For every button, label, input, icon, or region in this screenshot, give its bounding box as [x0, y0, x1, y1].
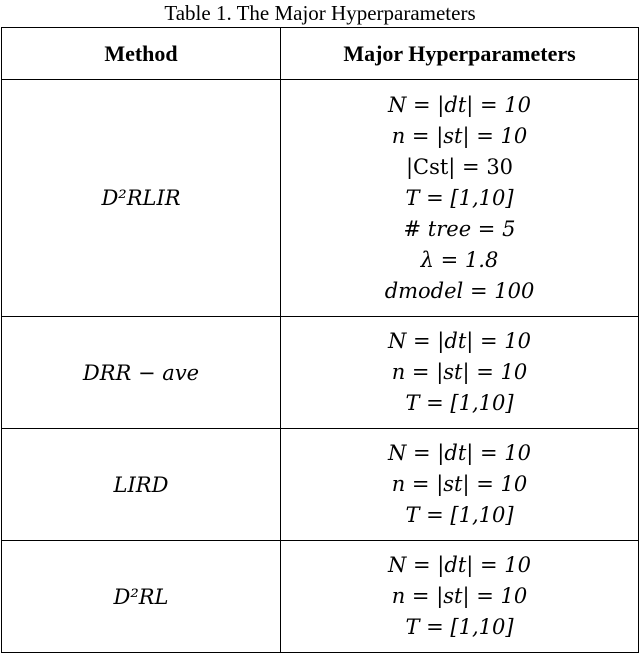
param-line [388, 550, 531, 581]
param-value: T = [1,10] [405, 615, 514, 639]
param-value: n = |st| = 10 [391, 360, 528, 384]
param-value: T = [1,10] [405, 391, 514, 415]
method-cell [2, 541, 281, 653]
method-cell [2, 429, 281, 541]
param-value: T = [1,10] [405, 185, 514, 210]
param-value: λ = 1.8 [420, 247, 499, 272]
method-cell [2, 80, 281, 317]
method-name: D²RLIR [101, 186, 181, 210]
table-row [2, 317, 639, 429]
param-line [388, 90, 531, 121]
param-value: n = |st| = 10 [391, 123, 528, 148]
param-line [405, 183, 513, 214]
params-cell [281, 541, 639, 653]
param-value: N = |dt| = 10 [387, 441, 532, 465]
method-name: D²RL [113, 584, 169, 609]
param-line [392, 469, 528, 500]
param-value: N = |dt| = 10 [387, 329, 532, 353]
method-name: LIRD [113, 472, 169, 497]
param-value: n = |st| = 10 [391, 584, 528, 608]
param-value: # tree = 5 [403, 216, 516, 241]
params-cell [281, 429, 639, 541]
param-value: N = |dt| = 10 [387, 92, 532, 117]
table-row [2, 429, 639, 541]
method-cell [2, 317, 281, 429]
param-line [392, 121, 528, 152]
param-line [385, 276, 535, 307]
param-value: T = [1,10] [405, 503, 514, 527]
method-name: DRR − ave [82, 360, 200, 385]
params-column-header: Major Hyperparameters [281, 28, 639, 80]
table-header-row [2, 28, 639, 80]
param-value: n = |st| = 10 [391, 472, 528, 496]
method-column-header: Method [2, 28, 281, 80]
hyperparameter-table [1, 27, 639, 653]
param-line [392, 581, 528, 612]
table-caption: Table 1. The Major Hyperparameters [164, 1, 476, 25]
param-line [421, 245, 499, 276]
param-line [405, 612, 513, 643]
param-line [405, 500, 513, 531]
param-line [404, 214, 516, 245]
param-line [388, 326, 531, 357]
params-cell [281, 317, 639, 429]
param-line [406, 152, 513, 183]
table-row [2, 80, 639, 317]
param-line [405, 388, 513, 419]
param-line [392, 357, 528, 388]
param-value: N = |dt| = 10 [387, 553, 532, 577]
params-cell [281, 80, 639, 317]
table-row [2, 541, 639, 653]
param-value: |Cst| = 30 [405, 154, 514, 179]
param-value: dmodel = 100 [384, 278, 535, 303]
param-line [388, 438, 531, 469]
